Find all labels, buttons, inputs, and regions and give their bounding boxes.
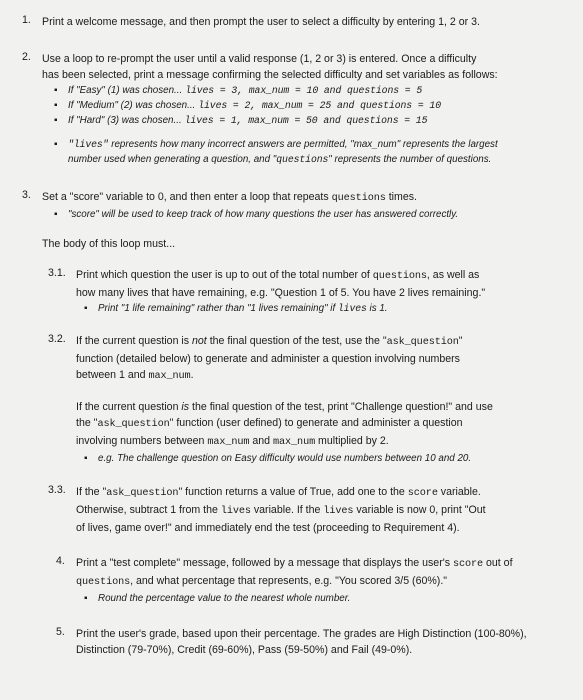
bullet-text: Print "1 life remaining" rather than "1 lives remaining" if	[98, 303, 338, 314]
code-max-num: max_num	[207, 437, 250, 448]
requirement-5	[56, 626, 571, 658]
requirement-3-1	[48, 267, 571, 316]
bullet-hard	[52, 113, 571, 128]
bullet-medium	[52, 98, 571, 113]
code-ask-question: ask_question	[97, 419, 170, 430]
text: Print which question the user is up to out of the total number of	[76, 269, 373, 281]
requirement-text-line	[42, 189, 571, 207]
requirement-text-line: Use a loop to re-prompt the user until a valid response (1, 2 or 3) is entered. Once a difficulty	[42, 53, 477, 65]
bullet-label: If "Easy" (1) was chosen...	[68, 85, 183, 96]
text-line	[76, 555, 571, 573]
text: Set a "score" variable to 0, and then enter a loop that repeats	[42, 191, 332, 203]
text: variable.	[437, 486, 481, 498]
code-score: score	[407, 488, 438, 499]
text: " function (user defined) to generate and administer a question	[169, 417, 463, 429]
text: out of	[483, 557, 513, 569]
text-line: of lives, game over!" and immediately end the test (proceeding to Requirement 4).	[76, 522, 460, 534]
loop-body-intro: The body of this loop must...	[42, 238, 176, 250]
text: Otherwise, subtract 1 from the	[76, 504, 221, 516]
sub-number: 3.2.	[48, 333, 66, 345]
text: times.	[385, 191, 417, 203]
text-line: how many lives that have remaining, e.g. "Question 1 of 5. You have 2 lives remaining."	[76, 287, 486, 299]
text-line: Print the user's grade, based upon their percentage. The grades are High Distinction (100-80%),	[76, 628, 527, 640]
bullet-challenge-example	[82, 451, 571, 466]
text: .	[190, 369, 194, 381]
emphasis: is	[181, 401, 190, 413]
text-line	[76, 267, 571, 285]
text: the final question of the test, print "Challenge question!" and use	[189, 401, 493, 413]
bullet-label: If "Hard" (3) was chosen...	[68, 115, 182, 126]
code-questions: questions	[331, 193, 386, 204]
bullet-life-wording	[82, 301, 571, 316]
bullet-easy	[52, 83, 571, 98]
requirement-3-3	[48, 484, 571, 536]
bullet-values: lives = 1, max_num = 50 and questions = 15	[184, 115, 428, 126]
text-line	[76, 573, 571, 591]
note-text: " represents the number of questions.	[328, 154, 492, 165]
text: the final question of the test, use the "	[206, 335, 387, 347]
requirement-4	[56, 555, 571, 606]
text: between 1 and	[76, 369, 149, 381]
final-question-paragraph	[76, 399, 571, 466]
text-line	[76, 333, 571, 351]
code-max-num: max_num	[148, 371, 191, 382]
requirement-number: 1.	[22, 14, 31, 26]
bullet-score-note	[52, 207, 571, 222]
text-line	[76, 502, 571, 520]
text: "	[458, 335, 463, 347]
code-ask-question: ask_question	[386, 337, 459, 348]
code-ask-question: ask_question	[106, 488, 179, 499]
code-lives: lives	[323, 506, 354, 517]
sub-number: 3.1.	[48, 267, 66, 279]
note-text: number used when generating a question, and "	[68, 154, 277, 165]
text: If the "	[76, 486, 107, 498]
note-text: represents how many incorrect answers are permitted, "max_num" represents the largest	[108, 139, 498, 150]
text-line: function (detailed below) to generate and administer a question involving numbers	[76, 353, 460, 365]
bullet-text: e.g. The challenge question on Easy difficulty would use numbers between 10 and 20.	[98, 453, 472, 464]
text: variable. If the	[250, 504, 324, 516]
text-line	[76, 415, 571, 433]
emphasis: not	[192, 335, 207, 347]
code-questions: questions	[372, 271, 427, 282]
requirement-text-line: has been selected, print a message confirming the selected difficulty and set variables as follows:	[42, 69, 498, 81]
code-lives: "lives"	[68, 139, 109, 150]
text-line	[76, 399, 571, 415]
code-lives: lives	[220, 506, 251, 517]
text-line: Distinction (79-70%), Credit (69-60%), Pass (59-50%) and Fail (49-0%).	[76, 644, 413, 656]
text-line	[76, 433, 571, 451]
text: and	[249, 435, 273, 447]
requirement-1	[22, 14, 571, 32]
bullet-text: "score" will be used to keep track of how many questions the user has answered correctly.	[68, 209, 459, 220]
code-questions: questions	[276, 154, 329, 165]
requirement-number: 3.	[22, 189, 31, 201]
bullet-label: If "Medium" (2) was chosen...	[68, 100, 196, 111]
text: multiplied by 2.	[315, 435, 389, 447]
requirement-number: 4.	[56, 555, 65, 567]
bullet-text: is 1.	[366, 303, 388, 314]
text: " function returns a value of True, add one to the	[178, 486, 408, 498]
text: variable is now 0, print "Out	[353, 504, 486, 516]
bullet-text: Round the percentage value to the nearest whole number.	[98, 593, 351, 604]
text: , as well as	[426, 269, 480, 281]
requirement-number: 5.	[56, 626, 65, 638]
requirement-text: Print a welcome message, and then prompt the user to select a difficulty by entering 1, 2 or 3.	[42, 16, 480, 28]
code-score: score	[452, 559, 484, 570]
text: Print a "test complete" message, followed by a message that displays the user's	[76, 557, 453, 569]
code-max-num: max_num	[273, 437, 316, 448]
text: If the current question is	[76, 335, 193, 347]
requirement-number: 2.	[22, 51, 31, 63]
text: involving numbers between	[76, 435, 208, 447]
bullet-values: lives = 2, max_num = 25 and questions = 10	[198, 100, 441, 111]
text-line	[76, 484, 571, 502]
bullet-values: lives = 3, max_num = 10 and questions = 5	[185, 85, 423, 96]
code-lives: lives	[337, 303, 367, 314]
code-questions: questions	[76, 577, 131, 588]
text: , and what percentage that represents, e.g. "You scored 3/5 (60%)."	[130, 575, 448, 587]
bullet-variable-notes	[52, 137, 571, 167]
text-line	[76, 367, 571, 385]
requirement-3-2	[48, 333, 571, 466]
sub-number: 3.3.	[48, 484, 66, 496]
bullet-rounding	[82, 591, 571, 606]
text: If the current question	[76, 401, 182, 413]
requirement-2	[22, 51, 571, 167]
text: the "	[76, 417, 98, 429]
requirement-3	[22, 189, 571, 536]
